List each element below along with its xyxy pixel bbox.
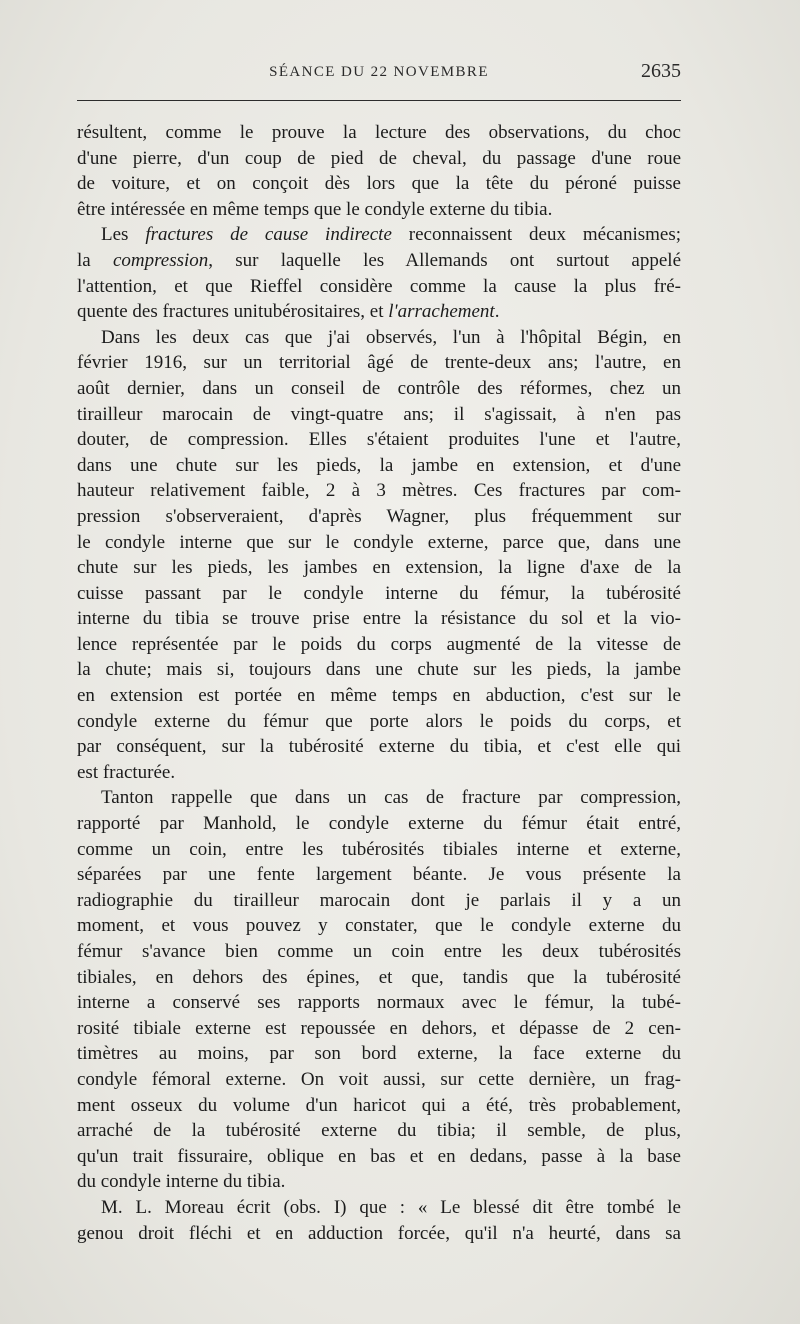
text-span: . [494, 301, 500, 323]
text-line [77, 299, 681, 325]
text-line: résultent, comme le prouve la lecture des observations, du choc [77, 122, 681, 143]
italic-term: fractures de cause indirecte [145, 224, 392, 246]
text-line: M. L. Moreau écrit (obs. I) que : « Le blessé dit être tombé le [101, 1196, 681, 1218]
text-line: Dans les deux cas que j'ai observés, l'un à l'hôpital Bégin, en [101, 326, 681, 348]
header-rule [77, 100, 681, 101]
text-line: genou droit fléchi et en adduction forcée, qu'il n'a heurté, dans sa [77, 1222, 681, 1244]
text-line: le condyle interne que sur le condyle externe, parce que, dans une [77, 531, 681, 553]
text-line: douter, de compression. Elles s'étaient produites l'une et l'autre, [77, 429, 681, 451]
text-line: d'une pierre, d'un coup de pied de cheval, du passage d'une roue [77, 147, 681, 169]
text-line [77, 222, 681, 248]
text-span: quente des fractures unitubérositaires, et [77, 301, 389, 323]
text-span: Les [101, 224, 146, 246]
text-line: dans une chute sur les pieds, la jambe en extension, et d'une [77, 454, 681, 476]
text-span: , sur laquelle les Allemands ont surtout appelé [208, 249, 681, 271]
text-line: ment osseux du volume d'un haricot qui a été, très probablement, [77, 1094, 681, 1116]
text-line: cuisse passant par le condyle interne du fémur, la tubérosité [77, 582, 681, 604]
page-number: 2635 [641, 60, 681, 82]
text-line: la chute; mais si, toujours dans une chute sur les pieds, la jambe [77, 659, 681, 681]
text-line: l'attention, et que Rieffel considère comme la cause la plus fré- [77, 275, 681, 297]
text-line: chute sur les pieds, les jambes en extension, la ligne d'axe de la [77, 557, 681, 579]
running-title: SÉANCE DU 22 NOVEMBRE [269, 64, 489, 80]
text-line: est fracturée. [77, 761, 176, 783]
italic-term: l'arrachement [388, 301, 495, 323]
text-line: timètres au moins, par son bord externe, la face externe du [77, 1043, 681, 1065]
text-line: radiographie du tirailleur marocain dont je parlais il y a un [77, 889, 681, 911]
text-line: interne du tibia se trouve prise entre la résistance du sol et la vio- [77, 608, 681, 630]
text-line: hauteur relativement faible, 2 à 3 mètres. Ces fractures par com- [77, 480, 681, 502]
text-line: tibiales, en dehors des épines, et que, tandis que la tubérosité [77, 966, 681, 988]
body-text [77, 120, 681, 1246]
text-line: février 1916, sur un territorial âgé de trente-deux ans; l'autre, en [77, 352, 681, 374]
text-span: reconnaissent deux mécanismes; [391, 224, 681, 246]
text-line: condyle externe du fémur que porte alors le poids du corps, et [77, 710, 681, 732]
text-line: séparées par une fente largement béante. Je vous présente la [77, 864, 681, 886]
text-line: pression s'observeraient, d'après Wagner, plus fréquemment sur [77, 505, 681, 527]
text-line: être intéressée en même temps que le condyle externe du tibia. [77, 198, 553, 220]
text-line: qu'un trait fissuraire, oblique en bas et en dedans, passe à la base [77, 1145, 681, 1167]
text-line: Tanton rappelle que dans un cas de fracture par compression, [101, 787, 681, 809]
text-line: août dernier, dans un conseil de contrôle des réformes, chez un [77, 377, 681, 399]
text-line [77, 248, 681, 274]
text-line: de voiture, et on conçoit dès lors que la tête du péroné puisse [77, 173, 681, 195]
text-line: moment, et vous pouvez y constater, que le condyle externe du [77, 915, 681, 937]
text-line: tirailleur marocain de vingt-quatre ans; il s'agissait, à n'en pas [77, 403, 681, 425]
text-line: du condyle interne du tibia. [77, 1171, 286, 1193]
text-line: rapporté par Manhold, le condyle externe du fémur était entré, [77, 813, 681, 835]
text-line: rosité tibiale externe est repoussée en dehors, et dépasse de 2 cen- [77, 1017, 681, 1039]
page-header [77, 60, 681, 90]
italic-term: compression [112, 249, 209, 271]
text-line: lence représentée par le poids du corps augmenté de la vitesse de [77, 633, 681, 655]
text-span: la [77, 249, 113, 271]
text-line: fémur s'avance bien comme un coin entre les deux tubérosités [77, 941, 681, 962]
text-line: interne a conservé ses rapports normaux avec le fémur, la tubé- [77, 992, 681, 1014]
text-line: comme un coin, entre les tubérosités tibiales interne et externe, [77, 838, 681, 860]
text-line: arraché de la tubérosité externe du tibia; il semble, de plus, [77, 1120, 681, 1142]
text-line: condyle fémoral externe. On voit aussi, sur cette dernière, un frag- [77, 1068, 681, 1090]
text-line: par conséquent, sur la tubérosité externe du tibia, et c'est elle qui [77, 736, 681, 758]
text-line: en extension est portée en même temps en abduction, c'est sur le [77, 685, 681, 707]
